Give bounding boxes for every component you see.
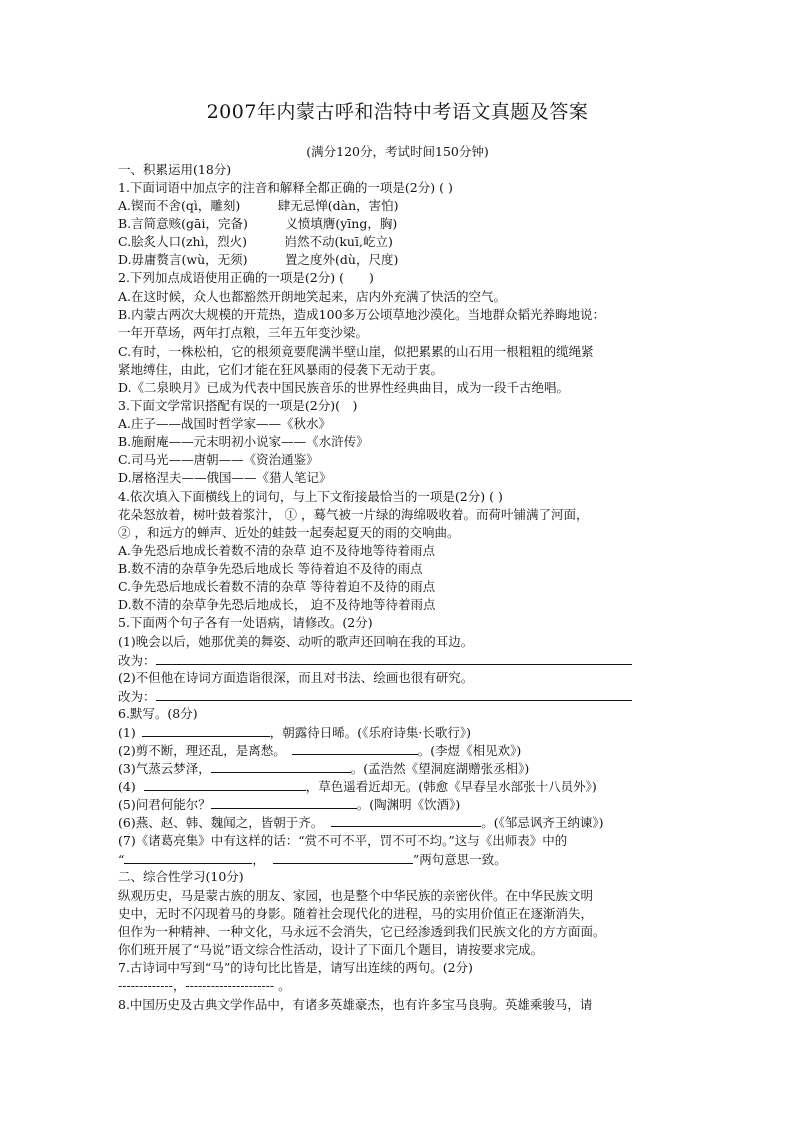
- dictation-item: (6)燕、赵、韩、魏闻之，皆朝于齐。 。(《邹忌讽齐王纳谏》): [118, 815, 604, 830]
- question-text: 4.依次填入下面横线上的词句，与上下文衔接最恰当的一项是(2分) ( ): [118, 489, 503, 504]
- sentence-text: (2)不但他在诗词方面造诣很深，而且对书法、绘画也很有研究。: [118, 670, 474, 685]
- option-text: A.锲而不舍(qì，雕刻) 肆无忌惮(dàn，害怕): [118, 198, 399, 213]
- dictation-item: “ ， ”两句意思一致。: [118, 852, 507, 867]
- answer-blank[interactable]: [156, 652, 632, 665]
- passage-text: 史中，无时不闪现着马的身影。随着社会现代化的进程，马的实用价值正在逐渐消失，: [118, 906, 594, 921]
- section-heading: 一、积累运用(18分): [118, 162, 232, 177]
- answer-blank[interactable]: [124, 851, 252, 864]
- option-text: C.脍炙人口(zhì，烈火) 岿然不动(kuī,屹立): [118, 234, 393, 249]
- question-text: 8.中国历史及古典文学作品中，有诸多英雄豪杰，也有许多宝马良驹。英雄乘骏马，请: [118, 997, 593, 1012]
- dictation-item: (1) ，朝露待日晞。(《乐府诗集·长歌行》): [118, 725, 471, 740]
- option-text: C.有时，一株松柏，它的根须竟要爬满半壁山崖，似把累累的山石用一根粗粗的缆绳紧: [118, 344, 594, 359]
- answer-line: [118, 688, 632, 705]
- dictation-item: (5)问君何能尔？ 。(陶渊明《饮酒》): [118, 797, 461, 812]
- answer-blank[interactable]: [144, 778, 306, 791]
- option-text: C.争先恐后地成长着数不清的杂草 等待着迫不及待的雨点: [118, 579, 436, 594]
- answer-label: 改为：: [118, 689, 156, 704]
- answer-blank[interactable]: [211, 796, 357, 809]
- option-text: D.屠格涅夫——俄国——《猎人笔记》: [118, 470, 332, 485]
- option-text: B.言简意赅(gāi，完备) 义愤填膺(yīng，胸): [118, 216, 398, 231]
- answer-blank[interactable]: [156, 688, 632, 701]
- dictation-item: (2)剪不断，理还乱，是离愁。 。(李煜《相见欢》): [118, 743, 522, 758]
- answer-blank[interactable]: [142, 724, 270, 737]
- answer-label: 改为：: [118, 653, 156, 668]
- answer-blank[interactable]: [292, 742, 418, 755]
- option-text: A.在这时候，众人也都豁然开朗地笑起来，店内外充满了快活的空气。: [118, 289, 507, 304]
- answer-line[interactable]: -------------，--------------------- 。: [118, 978, 291, 993]
- answer-blank[interactable]: [273, 851, 413, 864]
- exam-info: (满分120分，考试时间150分钟): [306, 144, 489, 159]
- option-text: 紧地缚住，由此，它们才能在狂风暴雨的侵袭下无动于衷。: [118, 362, 444, 377]
- option-text: B.施耐庵——元末明初小说家——《水浒传》: [118, 434, 369, 449]
- dictation-item: (4) ，草色遥看近却无。(韩愈《早春呈水部张十八员外》): [118, 779, 597, 794]
- passage-text: 你们班开展了“马说”语文综合性活动，设计了下面几个题目，请按要求完成。: [118, 942, 544, 957]
- option-text: B.数不清的杂草争先恐后地成长 等待着迫不及待的雨点: [118, 561, 423, 576]
- sentence-text: (1)晚会以后，她那优美的舞姿、动听的歌声还回响在我的耳边。: [118, 634, 474, 649]
- option-text: A.争先恐后地成长着数不清的杂草 迫不及待地等待着雨点: [118, 543, 435, 558]
- question-text: 6.默写。(8分): [118, 706, 198, 721]
- passage-text: ② ，和远方的蝉声、近处的蛙鼓一起奏起夏天的雨的交响曲。: [118, 525, 460, 540]
- question-text: 7.古诗词中写到“马”的诗句比比皆是，请写出连续的两句。(2分): [118, 960, 473, 975]
- passage-text: 花朵怒放着，树叶鼓着浆汁， ① ，蓦气被一片绿的海绵吸收着。而荷叶铺满了河面，: [118, 507, 589, 522]
- option-text: B.内蒙古两次大规模的开荒热，造成100多万公顷草地沙漠化。当地群众韬光养晦地说：: [118, 307, 606, 322]
- dictation-item: (3)气蒸云梦泽， 。(孟浩然《望洞庭湖赠张丞相》): [118, 761, 530, 776]
- option-text: D.毋庸赘言(wù，无须) 置之度外(dù，尺度): [118, 252, 399, 267]
- question-text: 1.下面词语中加点字的注音和解释全都正确的一项是(2分) ( ): [118, 180, 453, 195]
- page-title: 2007年内蒙古呼和浩特中考语文真题及答案: [206, 101, 589, 123]
- option-text: C.司马光——唐朝——《资治通鉴》: [118, 452, 319, 467]
- option-text: A.庄子——战国时哲学家——《秋水》: [118, 416, 332, 431]
- option-text: D.数不清的杂草争先恐后地成长， 迫不及待地等待着雨点: [118, 597, 436, 612]
- question-text: 2.下列加点成语使用正确的一项是(2分) ( ): [118, 270, 374, 285]
- passage-text: 但作为一种精神、一种文化，马永远不会消失，它已经渗透到我们民族文化的方方面面。: [118, 924, 606, 939]
- passage-text: 纵观历史，马是蒙古族的朋友、家园，也是整个中华民族的亲密伙伴。在中华民族文明: [118, 888, 594, 903]
- option-text: D.《二泉映月》已成为代表中国民族音乐的世界性经典曲目，成为一段千古绝唱。: [118, 380, 570, 395]
- option-text: 一年开草场，两年打点粮，三年五年变沙梁。: [118, 325, 369, 340]
- section-heading: 二、综合性学习(10分): [118, 869, 244, 884]
- question-text: 3.下面文学常识搭配有误的一项是(2分)( ): [118, 398, 358, 413]
- question-text: (7)《诸葛亮集》中有这样的话：“赏不可不平，罚不可不均。”这与《出师表》中的: [118, 833, 568, 848]
- answer-blank[interactable]: [331, 814, 481, 827]
- answer-line: [118, 652, 632, 669]
- answer-blank[interactable]: [211, 760, 351, 773]
- question-text: 5.下面两个句子各有一处语病，请修改。(2分): [118, 615, 373, 630]
